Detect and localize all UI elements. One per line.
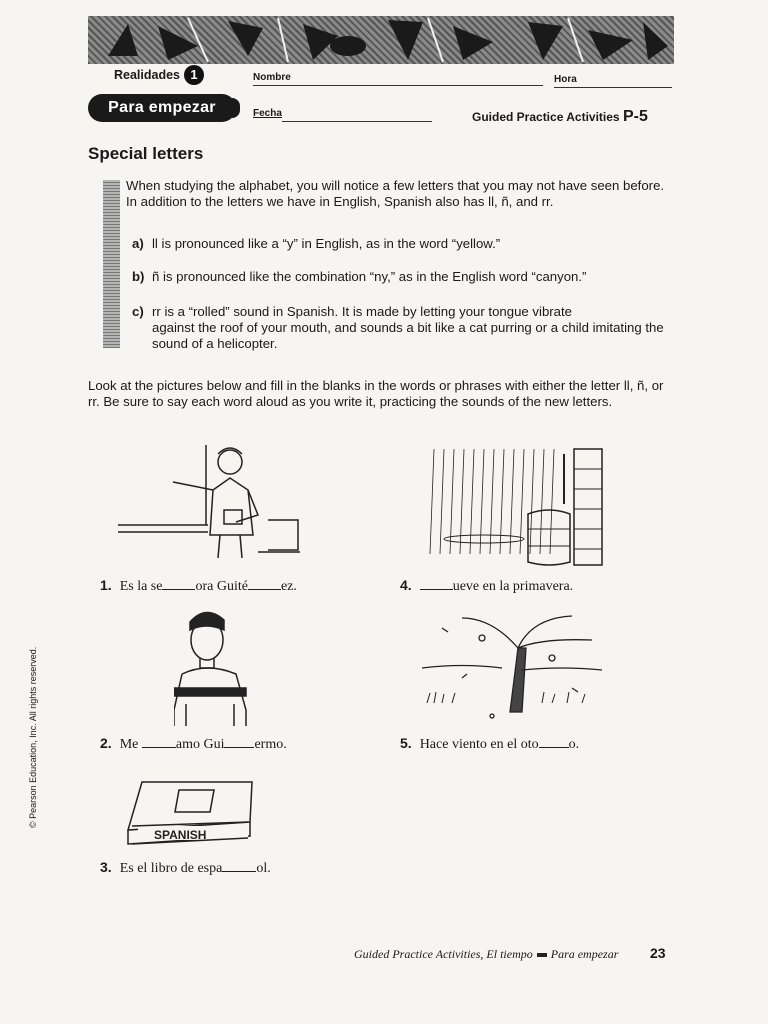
footer-text: Guided Practice Activities, El tiempo Para empezar [354, 947, 619, 961]
exercise-3-blank-1[interactable] [222, 858, 256, 872]
exercise-2-blank-2[interactable] [224, 734, 254, 748]
book-title-text: SPANISH [154, 828, 207, 842]
exercise-1-blank-1[interactable] [162, 576, 195, 590]
level-badge: 1 [184, 65, 204, 85]
rule-b: b) ñ is pronounced like the combination “ny,” as in the English word “canyon.” [132, 269, 587, 284]
chapter-pill: Para empezar [88, 94, 236, 122]
book-illustration [124, 778, 256, 848]
sidebar-stripe [103, 180, 120, 348]
boy-illustration [174, 604, 254, 728]
nombre-field[interactable] [253, 85, 543, 86]
rule-a: a) ll is pronounced like a “y” in English, as in the word “yellow.” [132, 236, 501, 251]
teacher-illustration [118, 440, 300, 560]
hora-label: Hora [554, 74, 577, 85]
exercise-4: 4. ueve en la primavera. [400, 577, 574, 594]
hora-field[interactable] [554, 87, 672, 88]
section-title: Special letters [88, 144, 204, 163]
page-number: 23 [650, 945, 666, 961]
rain-illustration [424, 444, 604, 570]
footer-dash [537, 953, 547, 957]
exercise-1-blank-2[interactable] [248, 576, 281, 590]
rule-c: c) rr is a “rolled” sound in Spanish. It is made by letting your tongue vibrate against the roof of your mouth, and sounds a bit like a cat purring or a child imitating the sound of a helicopter. [132, 304, 664, 351]
series-label: Realidades 1 [114, 65, 204, 85]
activity-heading: Guided Practice Activities P-5 [472, 108, 648, 125]
fecha-field[interactable] [282, 121, 432, 122]
copyright-notice: © Pearson Education, Inc. All rights reserved. [28, 646, 38, 828]
header-banner [88, 16, 674, 64]
exercise-4-blank-1[interactable] [420, 576, 453, 590]
instructions: Look at the pictures below and fill in the blanks in the words or phrases with either the letter ll, ñ, or rr. Be sure to say each word aloud as you write it, practicing the sounds of the new letters. [88, 378, 664, 409]
autumn-tree-illustration [422, 608, 602, 720]
exercise-5-blank-1[interactable] [539, 734, 569, 748]
nombre-label: Nombre [253, 72, 291, 83]
intro-paragraph: When studying the alphabet, you will notice a few letters that you may not have seen before. In addition to the letters we have in English, Spanish also has ll, ñ, and rr. [126, 178, 665, 209]
exercise-5: 5. Hace viento en el oto o. [400, 735, 580, 752]
exercise-3: 3. Es el libro de espa ol. [100, 859, 271, 876]
fecha-label: Fecha [253, 108, 282, 119]
exercise-1: 1. Es la se ora Guité ez. [100, 577, 297, 594]
exercise-2-blank-1[interactable] [142, 734, 176, 748]
exercise-2: 2. Me amo Gui ermo. [100, 735, 287, 752]
